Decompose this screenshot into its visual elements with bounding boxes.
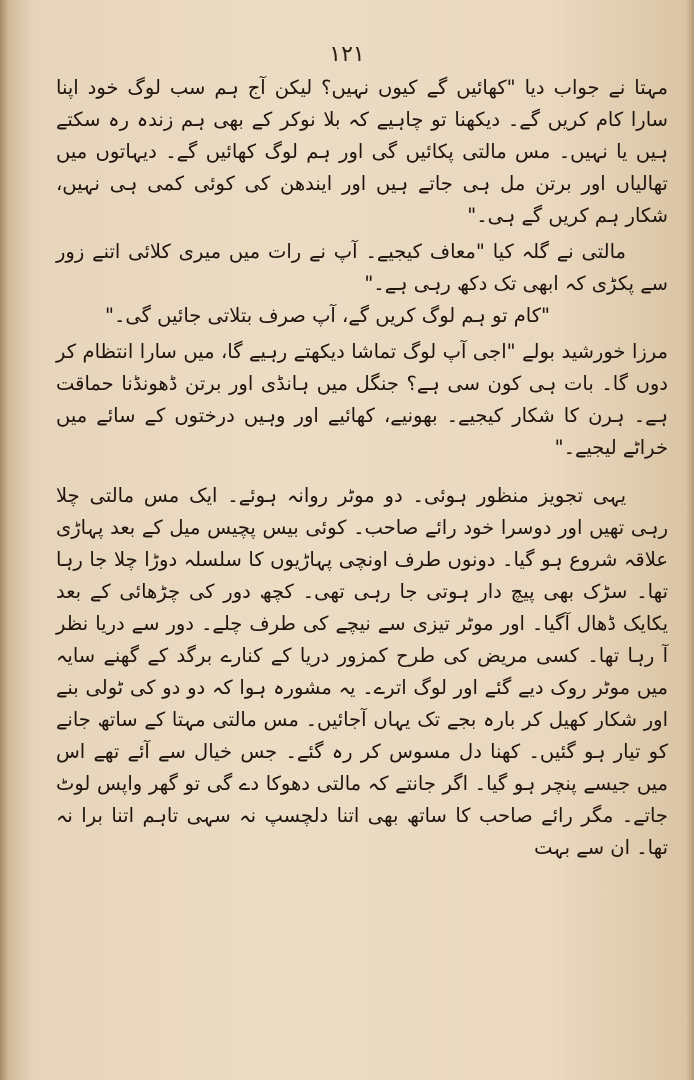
paragraph-3: "کام تو ہم لوگ کریں گے، آپ صرف بتلاتی جائیں گی۔" <box>105 304 550 327</box>
paragraph-2: مالتی نے گلہ کیا "معاف کیجیے۔ آپ نے رات میں میری کلائی اتنے زور سے پکڑی کہ ابھی تک دکھ رہی ہے۔" <box>56 240 668 295</box>
page-number: ۱۲۱ <box>329 42 365 67</box>
paragraph-4: مرزا خورشید بولے "اجی آپ لوگ تماشا دیکھتے رہیے گا، میں سارا انتظام کر دوں گا۔ بات ہی کون سی ہے؟ جنگل میں ہانڈی اور برتن ڈھونڈنا حماقت ہے۔ ہرن کا شکار کیجیے۔ بھونیے، کھائیے اور وہیں درختوں کے سائے میں خراٹے لیجیے۔" <box>56 340 668 459</box>
paragraph-5: یہی تجویز منظور ہوئی۔ دو موٹر روانہ ہوئے۔ ایک مس مالتی چلا رہی تھیں اور دوسرا خود رائے صاحب۔ کوئی بیس پچیس میل کے بعد پہاڑی علاقہ شروع ہو گیا۔ دونوں طرف اونچی پہاڑیوں کا سلسلہ دوڑا چلا جا رہا تھا۔ سڑک بھی پیچ دار ہوتی جا رہی تھی۔ کچھ دور کی چڑھائی کے بعد یکایک ڈھال آگیا۔ اور موٹر تیزی سے نیچے کی طرف چلے۔ دور سے دریا نظر آ رہا تھا۔ کسی مریض کی طرح کمزور دریا کے کنارے برگد کے گھنے سایہ میں موٹر روک دیے گئے اور لوگ اترے۔ یہ مشورہ ہوا کہ دو دو کی ٹولی بنے اور شکار کھیل کر بارہ بجے تک یہاں آجائیں۔ مس مالتی مہتا کے ساتھ جانے کو تیار ہو گئیں۔ کھنا دل مسوس کر رہ گئے۔ جس خیال سے آئے تھے اس میں جیسے پنچر ہو گیا۔ اگر جانتے کہ مالتی دھوکا دے گی تو گھر واپس لوٹ جاتے۔ مگر رائے صاحب کا ساتھ بھی اتنا دلچسپ نہ سہی تاہم اتنا برا نہ تھا۔ ان سے بہت <box>56 484 668 859</box>
page-edge-right <box>686 0 694 1080</box>
page-edge-left <box>0 0 8 1080</box>
body-text <box>56 72 668 864</box>
paragraph-1: مہتا نے جواب دیا "کھائیں گے کیوں نہیں؟ لیکن آج ہم سب لوگ خود اپنا سارا کام کریں گے۔ دیکھنا تو چاہیے کہ بلا نوکر کے بھی ہم زندہ رہ سکتے ہیں یا نہیں۔ مس مالتی پکائیں گی اور ہم لوگ کھائیں گے۔ دیہاتوں میں تھالیاں اور برتن مل ہی جاتے ہیں اور ایندھن کی کوئی کمی ہی نہیں، شکار ہم کریں گے ہی۔" <box>56 76 668 227</box>
